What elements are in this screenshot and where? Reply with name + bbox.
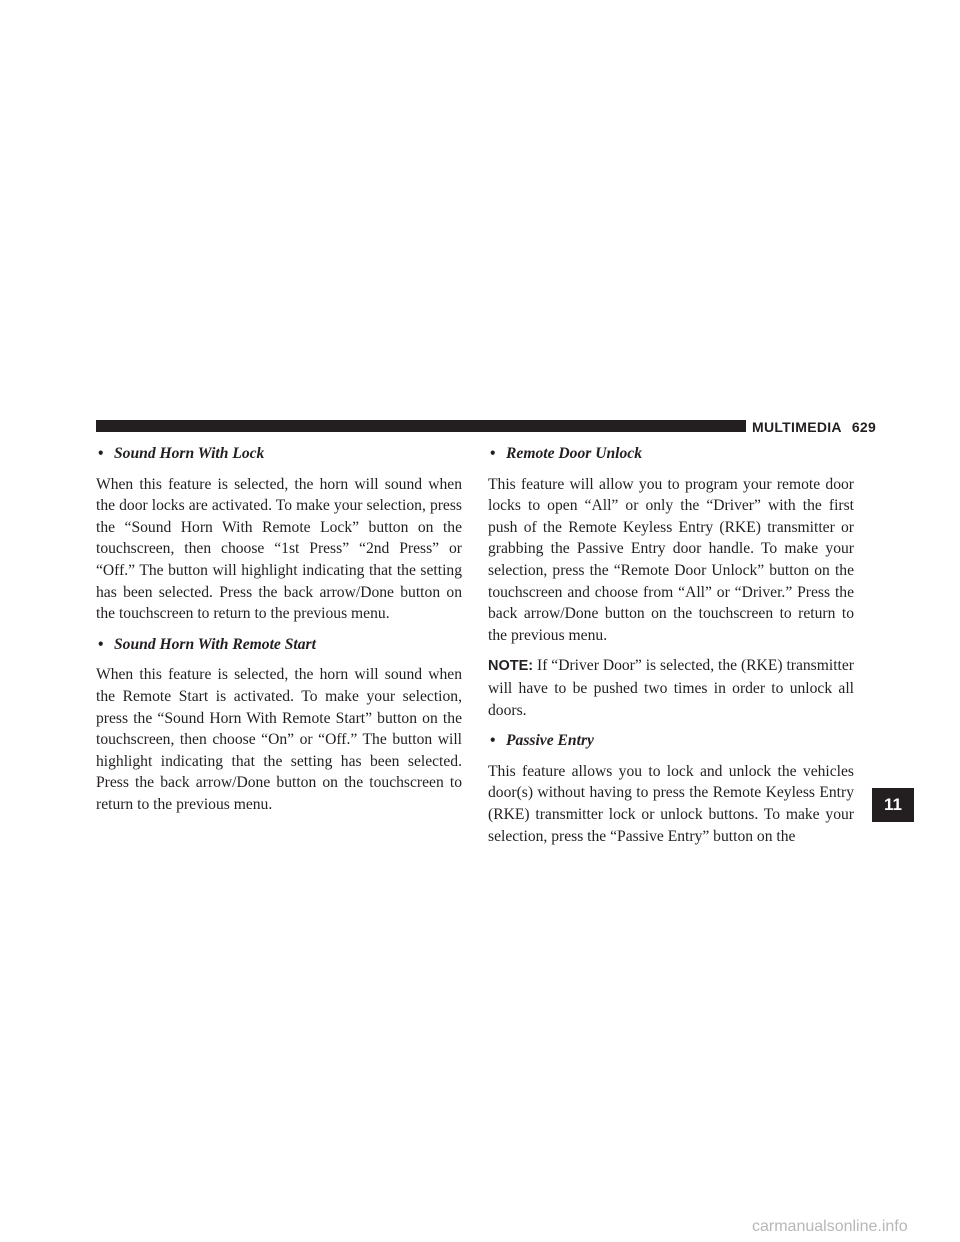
heading-text: Sound Horn With Lock [114,445,265,462]
right-column [488,443,854,856]
bullet-icon: • [490,445,496,462]
section-title: MULTIMEDIA [752,419,842,435]
running-header [752,418,877,436]
chapter-tab: 11 [872,788,914,822]
heading-text: Sound Horn With Remote Start [114,635,316,653]
bullet-heading-sound-horn-with-remote-start [96,634,462,656]
heading-text: Remote Door Unlock [506,445,643,462]
paragraph-sound-horn-with-lock: When this feature is selected, the horn will sound when the door locks are activated. To make your selection, press the “Sound Horn With Remote Lock” button on the touchscreen, then choose “1st Press” “2nd Press” or “Off.” The button will highlight indicating that the setting has been selected. Press the back arrow/Done button on the touchscreen to return to the previous menu. [96,475,462,623]
bullet-icon: • [98,635,104,653]
watermark-text: carmanualsonline.info [752,1218,908,1235]
note-paragraph [488,655,854,721]
page-number: 629 [851,419,877,435]
note-text: If “Driver Door” is selected, the (RKE) transmitter will have to be pushed two times in order to unlock all doors. [488,657,854,719]
bullet-icon: • [490,732,496,750]
bullet-icon: • [98,445,104,462]
note-label: NOTE: [488,658,534,675]
heading-text: Passive Entry [506,732,594,750]
bullet-heading-passive-entry [488,730,854,752]
header-rule [96,420,746,432]
paragraph-remote-door-unlock: This feature will allow you to program your remote door locks to open “All” or only the “Driver” with the first push of the Remote Keyless Entry (RKE) transmitter or grabbing the Passive Entry door handle. To make your selection, press the “Remote Door Unlock” button on the touchscreen and choose from “All” or “Driver.” Press the back arrow/Done button on the touchscreen to return to the previous menu. [488,475,854,644]
left-column [96,443,462,825]
paragraph-sound-horn-with-remote-start: When this feature is selected, the horn will sound when the Remote Start is activated. To make your selection, press the “Sound Horn With Remote Start” button on the touchscreen, then choose “On” or “Off.” The button will highlight indicating that the setting has been selected. Press the back arrow/Done button on the touchscreen to return to the previous menu. [96,666,462,813]
bullet-heading-remote-door-unlock [488,443,854,465]
bullet-heading-sound-horn-with-lock [96,443,462,465]
paragraph-passive-entry: This feature allows you to lock and unlock the vehicles door(s) without having to press the Remote Keyless Entry (RKE) transmitter lock or unlock buttons. To make your selection, press the “Passive Entry” button on the [488,762,854,845]
